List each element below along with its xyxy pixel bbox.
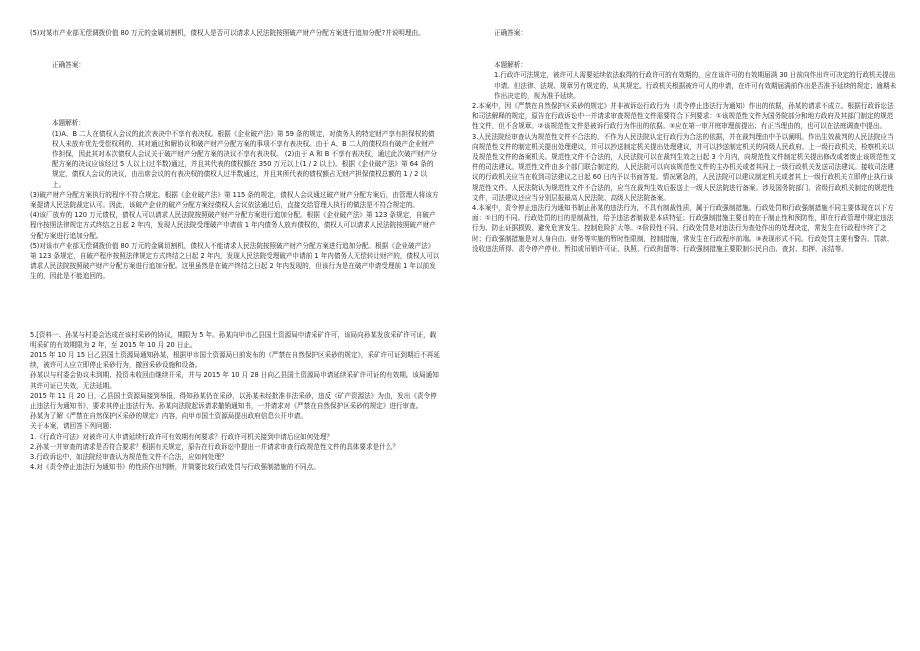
left-column: [30, 28, 440, 473]
case-paragraph: 关于本案，请回答下列问题:: [30, 422, 112, 431]
analysis-paragraph: (4)该厂放弃的 120 万元债权，债权人可以请求人民法院按照破产财产分配方案进行追加分配。根据《企业破产法》第 123 条规定，自破产程序按照法律规定方式终结之日起 2 年内，发现人民法院受理破产申请前 1 年内债务人放弃债权的，债权人可以请求人民法院按照破产财产分配方案进行追加分配。: [30, 211, 436, 240]
sub-question: 3.行政诉讼中，如法院经审查认为规范性文件不合法，应如何处理？: [30, 453, 228, 462]
case-paragraph: 2015 年 10 月 15 日乙县国土资源局通知孙某，根据甲市国土资源局日前发布的《严禁在自然保护区采砂的规定》，采矿许可证到期后不再延续，被许可人应立即停止采砂行为，撤回采砂设施和设备。: [30, 351, 440, 370]
analysis-paragraph: 1.行政许可法规定，被许可人需要延续依法取得的行政许可的有效期的，应在该许可的有效期届满 30 日前向作出许可决定的行政机关提出申请。但法律、法规、规章另有规定的，从其规定。行政机关根据被许可人的申请，在许可有效期届满前作出是否准予延续的规定；逾期未作出决定的，视为准予延续。: [494, 71, 897, 100]
analysis-paragraph: (3)破产财产分配方案执行的程序不符合规定。根据《企业破产法》第 115 条的规定，债权人会议通过破产财产分配方案后，由管理人将该方案提请人民法院裁定认可。因此，该破产企业的破产分配方案经债权人会议依法通过后，直接交给管理人执行的做法是不符合规定的。: [30, 190, 439, 210]
sub-question: 1.《行政许可法》对被许可人申请延续行政许可有效期有何要求？行政许可机关接到申请后应如何处理？: [30, 432, 334, 441]
analysis-label: 本题解析：: [494, 61, 527, 70]
answer-label: 正确答案：: [52, 61, 85, 70]
sub-question: 4.对《责令停止违法行为通知书》的性质作出判断，并简要比较行政处罚与行政强制措施的不同点。: [30, 463, 320, 472]
answer-label: 正确答案：: [494, 29, 527, 37]
analysis-paragraph: 3.人民法院经审查认为规范性文件不合法的，不作为人民法院认定行政行为合法的依据，并在裁判理由中予以阐明。作出生效裁判的人民法院应当向规范性文件的制定机关提出处理建议，并可以抄送制定机关提出处理建议，并可以抄送制定机关的同级人民政府、上一级行政机关、检察机关以及规范性文件的备案机关。规范性文件不合法的，人民法院可以在裁判生效之日起 3 个月内，向规范性文件制定机关提出修改或者废止该规范性文件的司法建议。规范性文件由多个部门联合制定的，人民法院可以向该规范性文件的主办机关或者其同上一级行政机关发送司法建议。接收司法建议的行政机关应当在收到司法建议之日起 60 日内予以书面答复。情况紧急的，人民法院可以建议制定机关或者其上一级行政机关立即停止执行该规范性文件。人民法院认为规范性文件不合法的，应当在裁判生效后报送上一级人民法院进行备案。涉及国务院部门、省级行政机关制定的规范性文件，司法建议还应当分别层报最高人民法院、高级人民法院备案。: [472, 132, 896, 202]
analysis-paragraph: (5)对该市产业部无偿调拨价值 80 万元的金属切割机，债权人不能请求人民法院按照破产财产分配方案进行追加分配。根据《企业破产法》第 123 条规定，自破产程序按照法律规定方式终结之日起 2 年内，发现人民法院受理破产申请前 1 年内债务人无偿转让财产的，债权人可以请求人民法院按照破产财产分配方案进行追加分配。这里虽然是在破产终结之日起 2 年内发现的，但该行为是在破产申请受理前 1 年以前发生的，因此是不能追回的。: [30, 241, 440, 281]
case-paragraph: 孙某以与村委会协议未到期、投资未收回由继续开采，并与 2015 年 10 月 28 日向乙县国土资源局申请延续采矿许可证的有效期。该局通知其许可证已失效，无法延期。: [30, 371, 439, 390]
question-5-text: (5)对某市产业部无偿调拨价值 80 万元的金属切割机，债权人是否可以请求人民法院按照破产财产分配方案进行追加分配?并说明理由。: [30, 29, 425, 37]
case-paragraph: 2015 年 11 月 20 日，乙县国土资源局接到举报，得知孙某仍在采砂，以孙某未经批准非法采砂，违反《矿产资源法》为由，发出《责令停止违法行为通知书》，要求其停止违法行为。孙某向法院起诉请求撤销通知书，一并请求对《严禁在自然保护区采砂的规定》进行审查。: [30, 391, 437, 411]
analysis-paragraph: 2.本案中，因《严禁在自然保护区采砂的规定》并非被诉讼行政行为（责令停止违法行为通知）作出的依据，孙某的请求不成立。根据行政诉讼法和司法解释的规定，原告在行政诉讼中一并请求审查规范性文件需要符合下列要求：①该规范性文件为国务院部分和地方政府及其部门制定的规范性文件，但不含规章。②该规范性文件是被诉行政行为作出的依据。③应在第一审开庭审理前提出；有正当理由的，也可以在法庭调查中提出。: [472, 102, 894, 131]
case-paragraph: 5.[资料一、孙某与村委会达成在该村采砂的协议，期限为 5 年。孙某向甲市乙县国土资源局申请采矿许可，该局向孙某发放采矿许可证，载明采矿的有效期限为 2 年，至 2015 年 10 月 20 日止。: [30, 330, 437, 349]
sub-question: 2.孙某一并审查的请求是否符合要求？根据有关规定，原告在行政诉讼中提出一并请求审查行政规范性文件的具体要求是什么？: [30, 442, 399, 451]
right-column: [472, 28, 898, 254]
analysis-label: 本题解析：: [52, 119, 85, 128]
analysis-paragraph: 4.本案中，责令停止违法行为通知书制止孙某的违法行为，不具有制裁性质，属于行政强制措施。行政处罚和行政强制措施不同主要体现在以下方面：①目的不同。行政处罚的目的是制裁性，给予违法者制裁是本质特征；行政强制措施主要目的在于制止性和预防性，即在行政管理中规定违法行为、防止证据损毁、避免危害发生、控制危险扩大等。②阶段性不同。行政处罚是对违法行为查处作出的处理决定，常发生在行政程序终了之时；行政强制措施是对人身自由、财务等实施的暂时性限制，控制措施，常发生在行政程序前端。③表现形式不同。行政处罚主要有警告、罚款、没收违法所得、责令停产停业、暂扣或吊销许可证、执照、行政拘留等；行政强制措施主要限制公民自由、查封、扣押、冻结等。: [472, 204, 894, 253]
case-paragraph: 孙某为了解《严禁在自然保护区采砂的规定》内容，向甲市国土资源局提出政府信息公开申请。: [30, 412, 307, 421]
analysis-paragraph: (1)A、B 二人在债权人会议的此次表决中不享有表决权。根据《企业破产法》第 59 条的规定，对债务人的特定财产享有担保权的债权人未放弃优先受偿权利的，其对通过和解协议和破产财产分配方案的事项不享有表决权。由于 A、B 二人的债权均有破产企业财产作担保，因此其对本次债权人会议关于破产财产分配方案的决议不享有表决权。 (2)由于 A 和 B 不享有表决权，通过此次破产财产分配方案的决议应该经过 5 人以上(过半数)通过，并且其代表的债权额在 350 万元以上(1 / 2 以上)。根据《企业破产法》第 64 条的规定，债权人会议的决议，由出席会议的有表决权的债权人过半数通过，并且其所代表的债权额占无财产担保债权总额的 1 / 2 以上。: [52, 129, 437, 189]
